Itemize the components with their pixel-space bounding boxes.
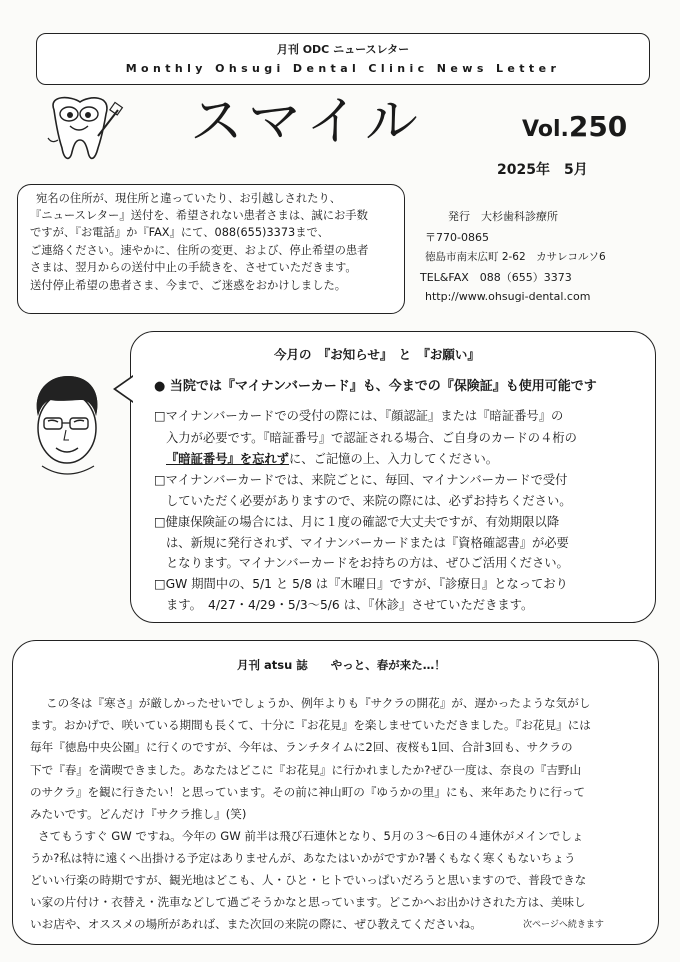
column-line: みたいです。どんだけ『サクラ推し』(笑) <box>30 807 247 821</box>
postal-code: 〒770-0865 <box>425 231 489 244</box>
announcement-lead: ● 当院では『マイナンバーカード』も、今までの『保険証』も使用可能です <box>154 379 597 394</box>
announcement-line: ます。 4/27・4/29・5/3〜5/6 は、『休診』させていただきます。 <box>166 598 534 612</box>
announcement-line: は、新規に発行されず、マイナンバーカードまたは『資格確認書』が必要 <box>166 536 569 550</box>
column-heading: 月刊 atsu 誌 やっと、春が来た…！ <box>237 658 446 672</box>
bubble-tail-fill <box>116 377 133 401</box>
header-title-ja: 月刊 ODC ニュースレター <box>276 43 410 56</box>
continued-note: 次ページへ続きます <box>523 920 604 930</box>
column-line: 毎年『徳島中央公園』に行くのですが、今年は、ランチタイムに2回、夜桜も1回、合計3回も、サクラの <box>30 740 573 754</box>
announcement-line: □GW 期間中の、5/1 と 5/8 は『木曜日』ですが、『診療日』となっており <box>154 577 568 591</box>
announcement-line: していただく必要がありますので、来院の際には、必ずお持ちください。 <box>166 494 572 508</box>
notice-line: 『ニュースレター』送付を、希望されない患者さまは、誠にお手数 <box>30 209 368 222</box>
notice-line: ですが、『お電話』か『FAX』にて、088(655)3373まで、 <box>30 226 329 239</box>
publisher-label: 発行 <box>448 210 470 223</box>
notice-line: 送付停止希望の患者さま、今まで、ご迷惑をおかけしました。 <box>30 279 347 292</box>
volume-value: 250 <box>568 110 628 143</box>
announcement-line: □マイナンバーカードでの受付の際には、『顔認証』または『暗証番号』の <box>154 409 564 423</box>
header-title-en: Monthly Ohsugi Dental Clinic News Letter <box>125 62 561 75</box>
column-line: い家の片付け・衣替え・洗車などして過ごそうかなと思っています。どこかへお出かけされた方は、美味し <box>30 895 586 909</box>
notice-line: ご連絡ください。速やかに、住所の変更、および、停止希望の患者 <box>30 244 369 257</box>
column-line: この冬は『寒さ』が厳しかったせいでしょうか、例年よりも『サクラの開花』が、遅かったような気がし <box>46 696 591 710</box>
volume-label: Vol. <box>522 117 569 142</box>
publisher <box>448 208 558 224</box>
announcement-line: となります。マイナンバーカードをお持ちの方は、ぜひご活用ください。 <box>166 556 569 570</box>
column-line: さてもうすぐ GW ですね。今年の GW 前半は飛び石連休となり、5月の３〜6日の４連休がメインでしょ <box>38 829 584 843</box>
notice-line: 宛名の住所が、現住所と違っていたり、お引越しされたり、 <box>36 192 342 205</box>
clinic-address: 徳島市南末広町 2-62 カサレコルソ6 <box>425 251 606 263</box>
notice-line: さまは、翌月からの送付中止の手続きを、させていただきます。 <box>30 261 357 274</box>
pin-reminder-underlined: 『暗証番号』を忘れず <box>166 452 289 466</box>
announcement-line: 入力が必要です。『暗証番号』で認証される場合、ご自身のカードの４桁の <box>166 431 577 445</box>
clinic-website-link[interactable]: http://www.ohsugi-dental.com <box>425 290 591 303</box>
column-line: のサクラ』を観に行きたい！と思っています。その前に神山町の『ゆうかの里』にも、来年あたりに行って <box>30 785 586 799</box>
announcement-line-rest: に、ご記憶の上、入力してください。 <box>288 452 499 466</box>
clinic-telfax: TEL&FAX 088（655）3373 <box>420 271 572 284</box>
column-line: ます。おかげで、咲いている期間も長くて、十分に『お花見』を楽しませていただきました。『お花見』には <box>30 718 591 732</box>
newsletter-title: スマイル <box>190 91 424 152</box>
newsletter-header <box>36 33 650 85</box>
column-line: うか?私は特に遠くへ出掛ける予定はありませんが、あなたはいかがですか?暑くもなく寒くもないちょう <box>30 851 576 865</box>
address-notice-box <box>17 184 405 314</box>
announcement-heading: 今月の 『お知らせ』 と 『お願い』 <box>274 347 480 362</box>
announcement-line <box>166 453 498 465</box>
column-line: 下で『春』を満喫できました。あなたはどこに『お花見』に行かれましたか?ぜひ一度は、奈良の『吉野山 <box>30 763 582 777</box>
issue-date: 2025年 5月 <box>497 162 588 178</box>
column-line: どいい行楽の時期ですが、観光地はどこも、人・ひと・ヒトでいっぱいだろうと思いますので、普段できな <box>30 873 587 887</box>
column-line: いお店や、オススメの場所があれば、また次回の来院の際に、ぜひ教えてくださいね。 <box>30 917 482 931</box>
announcement-line: □健康保険証の場合には、月に１度の確認で大丈夫ですが、有効期限以降 <box>154 515 560 529</box>
volume-number <box>522 110 627 143</box>
doctor-portrait-icon <box>24 370 108 482</box>
tooth-mascot-icon <box>38 92 124 172</box>
publisher-name: 大杉歯科診療所 <box>481 210 558 223</box>
announcement-line: □マイナンバーカードでは、来院ごとに、毎回、マイナンバーカードで受付 <box>154 473 568 487</box>
